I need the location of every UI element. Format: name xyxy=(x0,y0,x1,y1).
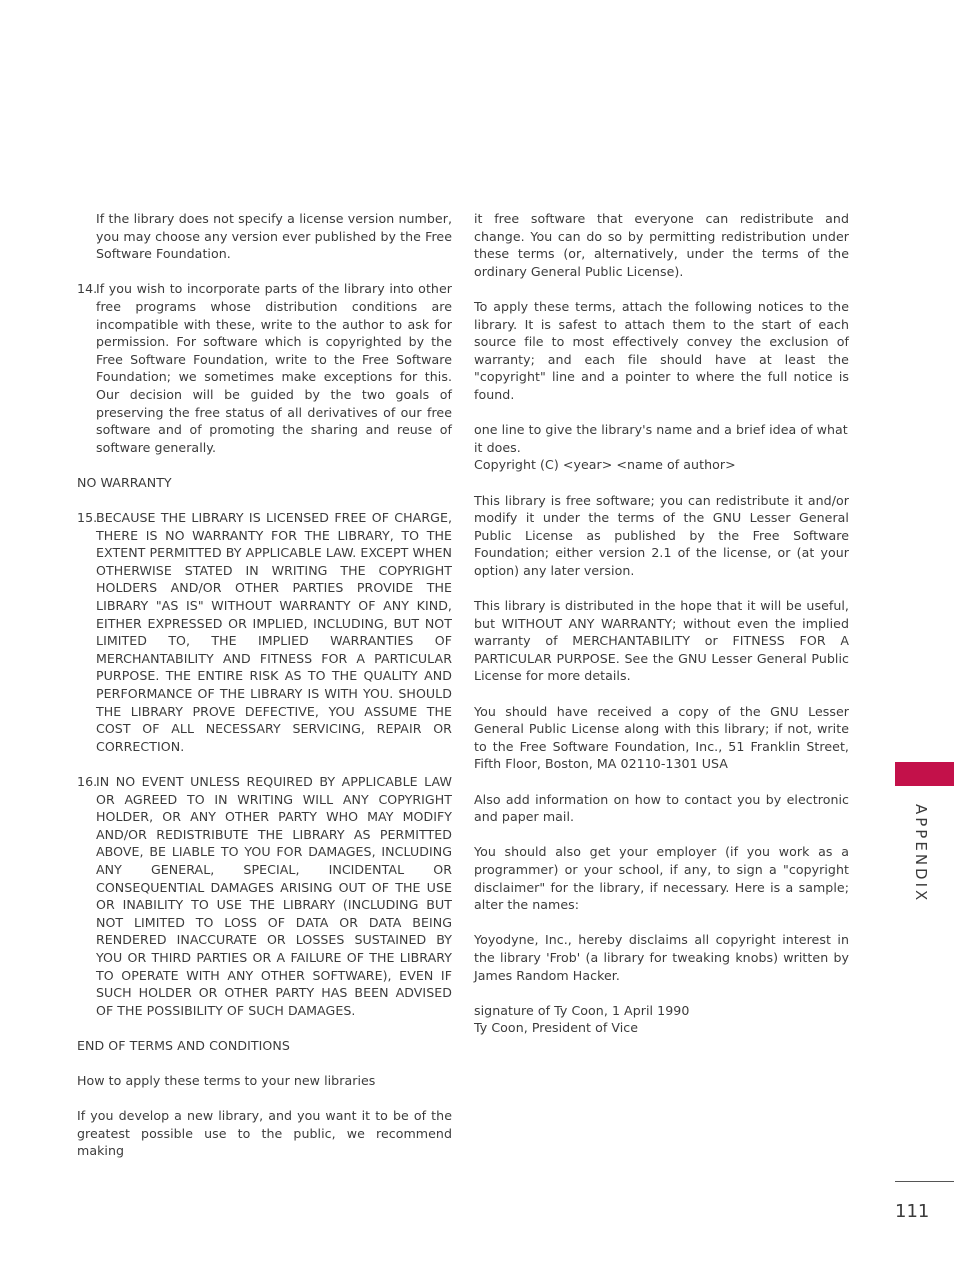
clause-number: 15. xyxy=(77,510,98,526)
clause-text: IN NO EVENT UNLESS REQUIRED BY APPLICABLE LAW OR AGREED TO IN WRITING WILL ANY COPYRIGHT HOLDER, OR ANY OTHER PARTY WHO MAY MODIFY AND/OR REDISTRIBUTE THE LIBRARY AS PERMITTED ABOVE, BE LIABLE TO YOU FOR DAMAGES, INCLUDING ANY GENERAL, SPECIAL, INCIDENTAL OR CONSEQUENTIAL DAMAGES ARISING OUT OF THE USE OR INABILITY TO USE THE LIBRARY (INCLUDING BUT NOT LIMITED TO LOSS OF DATA OR DATA BEING RENDERED INACCURATE OR LOSSES SUSTAINED BY YOU OR THIRD PARTIES OR A FAILURE OF THE LIBRARY TO OPERATE WITH ANY OTHER SOFTWARE), EVEN IF SUCH HOLDER OR OTHER PARTY HAS BEEN ADVISED OF THE POSSIBILITY OF SUCH DAMAGES. xyxy=(96,774,452,1018)
signatory-title-line: Ty Coon, President of Vice xyxy=(474,1020,639,1036)
section-tab-marker xyxy=(895,762,954,786)
right-column xyxy=(474,210,849,1055)
clause-15 xyxy=(77,509,452,755)
section-label: APPENDIX xyxy=(912,804,930,904)
employer-disclaimer-paragraph: You should also get your employer (if you work as a programmer) or your school, if any, to sign a "copyright disclaimer" for the library, if necessary. Here is a sample; alter the names: xyxy=(474,844,849,913)
clause-text: If you wish to incorporate parts of the library into other free programs whose distribution conditions are incompatible with these, write to the author to ask for permission. For software which is copyrighted by the Free Software Foundation, write to the Free Software Foundation; we sometimes make exceptions for this. Our decision will be guided by the two goals of preserving the free status of all derivatives of our free software and of promoting the sharing and reuse of software generally. xyxy=(96,281,452,455)
license-grant-paragraph: This library is free software; you can redistribute it and/or modify it under the terms of the GNU Lesser General Public License as published by the Free Software Foundation; either version 2.1 of the license, or (at your option) any later version. xyxy=(474,492,849,578)
clause-number: 14. xyxy=(77,281,98,297)
clause-number: 16. xyxy=(77,774,98,789)
version-paragraph: If the library does not specify a license version number, you may choose any version ever published by the Free Software Foundation. xyxy=(96,211,452,262)
library-name-line: one line to give the library's name and a brief idea of what it does. xyxy=(474,422,848,455)
clause-text: BECAUSE THE LIBRARY IS LICENSED FREE OF CHARGE, THERE IS NO WARRANTY FOR THE LIBRARY, TO THE EXTENT PERMITTED BY APPLICABLE LAW. EXCEPT WHEN OTHERWISE STATED IN WRITING THE COPYRIGHT HOLDERS AND/OR OTHER PARTIES PROVIDE THE LIBRARY "AS IS" WITHOUT WARRANTY OF ANY KIND, EITHER EXPRESSED OR IMPLIED, INCLUDING, BUT NOT LIMITED TO, THE IMPLIED WARRANTIES OF MERCHANTABILITY AND FITNESS FOR A PARTICULAR PURPOSE. THE ENTIRE RISK AS TO THE QUALITY AND PERFORMANCE OF THE LIBRARY IS WITH YOU. SHOULD THE LIBRARY PROVE DEFECTIVE, YOU ASSUME THE COST OF ALL NECESSARY SERVICING, REPAIR OR CORRECTION. xyxy=(96,510,452,754)
no-warranty-heading: NO WARRANTY xyxy=(77,474,172,490)
apply-terms-paragraph: To apply these terms, attach the following notices to the library. It is safest to attach them to the start of each source file to most effectively convey the exclusion of warranty; and each file should have at least the "copyright" line and a pointer to where the full notice is found. xyxy=(474,298,849,402)
copyright-line: Copyright (C) <year> <name of author> xyxy=(474,457,736,473)
warranty-disclaimer-paragraph: This library is distributed in the hope that it will be useful, but WITHOUT ANY WARRANTY; without even the implied warranty of MERCHANTABILITY or FITNESS FOR A PARTICULAR PURPOSE. See the GNU Lesser General Public License for more details. xyxy=(474,598,849,684)
page-number: 111 xyxy=(895,1201,930,1222)
end-of-terms-heading: END OF TERMS AND CONDITIONS xyxy=(77,1037,290,1053)
footer-divider xyxy=(895,1181,954,1182)
signature-block xyxy=(474,1002,849,1037)
contact-info-paragraph: Also add information on how to contact you by electronic and paper mail. xyxy=(474,791,849,825)
new-library-paragraph: If you develop a new library, and you want it to be of the greatest possible use to the public, we recommend making xyxy=(77,1108,452,1159)
how-to-apply-heading: How to apply these terms to your new libraries xyxy=(77,1073,376,1089)
free-software-paragraph: it free software that everyone can redistribute and change. You can do so by permitting redistribution under these terms (or, alternatively, under the terms of the ordinary General Public License). xyxy=(474,211,849,279)
sample-disclaimer-paragraph: Yoyodyne, Inc., hereby disclaims all copyright interest in the library 'Frob' (a library for tweaking knobs) written by James Random Hacker. xyxy=(474,932,849,983)
clause-14 xyxy=(77,280,452,456)
license-copy-paragraph: You should have received a copy of the GNU Lesser General Public License along with this library; if not, write to the Free Software Foundation, Inc., 51 Franklin Street, Fifth Floor, Boston, MA 02110-1301 USA xyxy=(474,703,849,772)
signature-line: signature of Ty Coon, 1 April 1990 xyxy=(474,1002,690,1018)
clause-16 xyxy=(77,773,452,1019)
left-column xyxy=(77,210,452,1178)
notice-header-block xyxy=(474,421,849,474)
